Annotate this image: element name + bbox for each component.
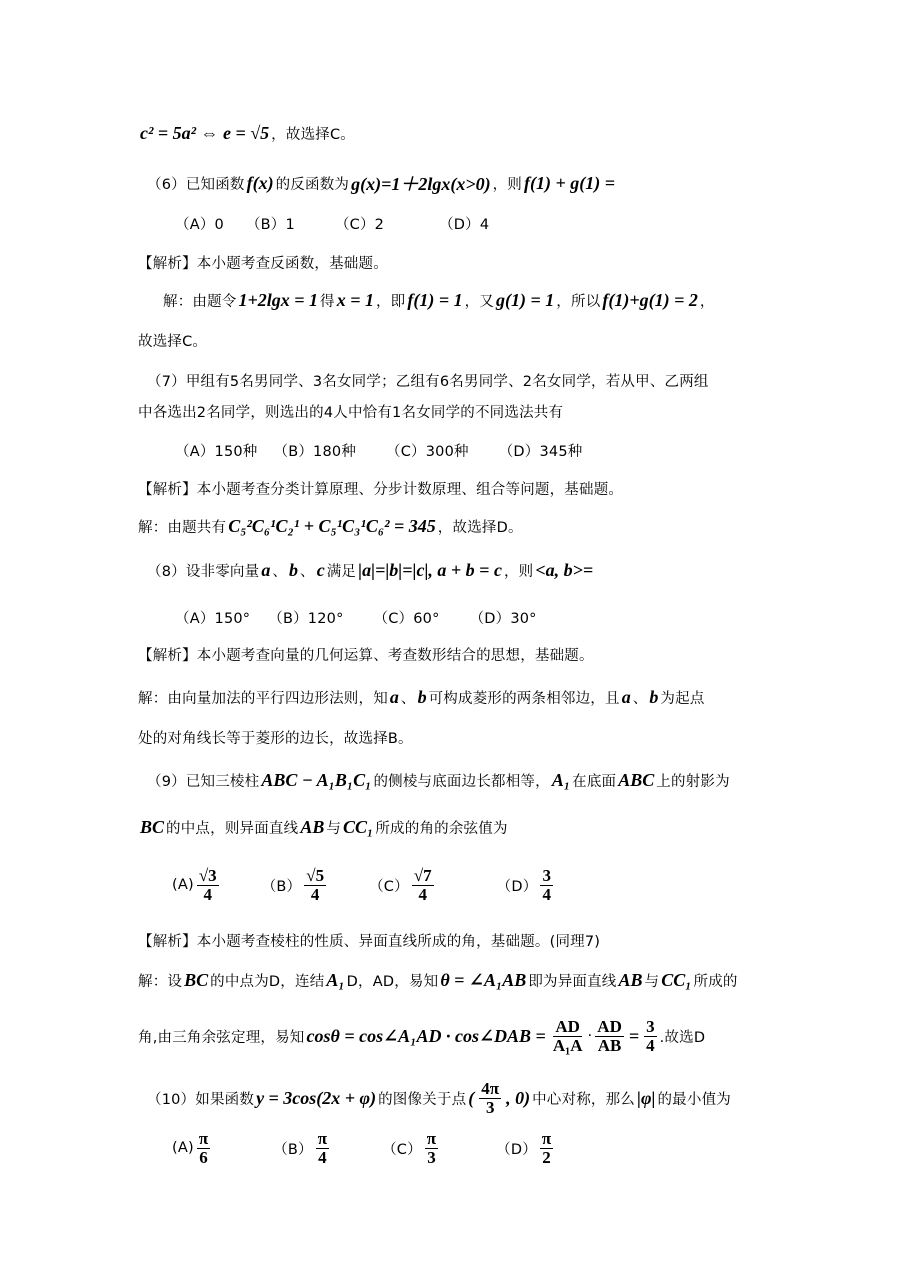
- math-fraction: [197, 867, 219, 904]
- text-run: 、: [300, 563, 315, 580]
- math-fraction: [540, 867, 553, 904]
- math-expression: |φ|: [637, 1087, 656, 1108]
- text-run: （D）4: [439, 216, 490, 233]
- math-expression: y = 3cos(2x + φ): [256, 1087, 377, 1108]
- fraction-denominator: 3: [485, 1097, 495, 1117]
- text-run: 所成的角的余弦值为: [375, 820, 508, 837]
- text-run: 上的射影为: [656, 773, 730, 790]
- text-run: 得: [320, 293, 335, 310]
- fraction-numerator: √7: [413, 865, 432, 885]
- text-run: 与: [326, 820, 342, 837]
- text-run: （C）: [369, 878, 409, 895]
- text-run: 解：由题令: [163, 293, 237, 310]
- math-expression: CC₁: [343, 816, 374, 837]
- fraction-numerator: π: [426, 1128, 437, 1148]
- math-expression: A₁: [551, 769, 571, 790]
- text-run: （8）设非零向量: [147, 563, 260, 580]
- text-run: .故选D: [659, 1029, 706, 1046]
- math-fraction: [479, 1080, 501, 1117]
- text-line: [138, 506, 523, 546]
- text-run: （C）60°: [373, 610, 440, 627]
- text-run: 故选择C。: [138, 333, 208, 350]
- math-fraction: [197, 1130, 210, 1167]
- math-expression: a: [261, 559, 271, 580]
- text-line: [138, 960, 738, 1000]
- math-expression: b: [289, 559, 299, 580]
- text-line: [172, 865, 556, 905]
- text-line: [138, 920, 600, 960]
- text-run: ，则: [492, 176, 523, 193]
- text-run: ，故选择C。: [271, 126, 355, 143]
- text-run: 、: [632, 690, 648, 707]
- math-fraction: [644, 1018, 657, 1055]
- math-expression: ABC − A₁B₁C₁: [261, 769, 372, 790]
- math-expression: g(1) = 1: [496, 289, 555, 310]
- text-run: D，AD，易知: [346, 973, 439, 990]
- math-expression: BC: [184, 969, 209, 990]
- math-expression: a: [621, 686, 631, 707]
- math-expression: 1+2lgx = 1: [238, 289, 319, 310]
- math-expression: f(1) + g(1) =: [524, 172, 615, 193]
- text-line: [138, 677, 705, 717]
- math-expression: c: [316, 559, 325, 580]
- text-line: [138, 634, 594, 674]
- text-run: 【解析】本小题考查棱柱的性质、异面直线所成的角，基础题。(同理7): [138, 933, 601, 950]
- fraction-numerator: 3: [542, 865, 551, 885]
- text-run: （6）已知函数: [147, 176, 245, 193]
- fraction-numerator: AD: [597, 1016, 622, 1036]
- math-expression: CC₁: [661, 969, 692, 990]
- text-run: 可构成菱形的两条相邻边，且: [428, 690, 620, 707]
- fraction-numerator: π: [198, 1128, 209, 1148]
- text-line: [138, 391, 563, 431]
- math-expression: c² = 5a² ⇔ e = √5: [140, 122, 270, 143]
- text-run: ，又: [464, 293, 495, 310]
- text-run: 解：由题共有: [138, 519, 227, 536]
- fraction-denominator: 4: [203, 884, 213, 904]
- text-run: 、: [400, 690, 416, 707]
- text-run: 的图像关于点: [378, 1091, 467, 1108]
- text-line: [138, 113, 355, 153]
- text-line: [138, 717, 413, 757]
- text-run: 解：由向量加法的平行四边形法则，知: [138, 690, 388, 707]
- text-run: （C）2: [334, 216, 385, 233]
- text-line: [147, 163, 617, 203]
- text-line: [147, 1078, 731, 1118]
- math-fraction: [425, 1130, 438, 1167]
- text-run: （B）: [261, 878, 302, 895]
- text-run: 解：设: [138, 973, 183, 990]
- text-line: [163, 280, 715, 320]
- math-expression: f(1)+g(1) = 2: [602, 289, 698, 310]
- fraction-numerator: π: [541, 1128, 552, 1148]
- text-run: (A): [172, 877, 194, 893]
- math-fraction: [412, 867, 434, 904]
- text-run: ，: [699, 293, 715, 310]
- text-run: 角,由三角余弦定理，易知: [138, 1029, 305, 1046]
- text-line: [138, 320, 207, 360]
- math-fraction: [595, 1018, 624, 1055]
- fraction-denominator: 2: [542, 1147, 551, 1167]
- fraction-numerator: 4π: [481, 1078, 500, 1098]
- math-expression: g(x)=1＋2lgx(x>0): [351, 174, 491, 194]
- text-run: 的侧棱与底面边长都相等，: [373, 773, 550, 790]
- text-run: （A）150°: [175, 610, 251, 627]
- text-run: 【解析】本小题考查反函数，基础题。: [138, 255, 388, 272]
- text-run: 处的对角线长等于菱形的边长，故选择B。: [138, 730, 413, 747]
- text-run: 【解析】本小题考查分类计算原理、分步计数原理、组合等问题，基础题。: [138, 481, 624, 498]
- math-expression: cosθ = cos∠A₁AD · cos∠DAB =: [306, 1025, 546, 1046]
- math-expression: <a, b>=: [535, 559, 594, 580]
- text-run: ·: [587, 1028, 593, 1044]
- math-expression: (: [468, 1087, 475, 1108]
- text-line: [138, 242, 388, 282]
- fraction-denominator: 4: [542, 884, 551, 904]
- text-run: （B）: [273, 1141, 313, 1158]
- text-line: [147, 760, 730, 800]
- text-run: 的最小值为: [657, 1091, 731, 1108]
- math-fraction: [540, 1130, 553, 1167]
- text-run: 即为异面直线: [528, 973, 617, 990]
- fraction-numerator: √3: [198, 865, 217, 885]
- fraction-numerator: √5: [306, 865, 325, 885]
- fraction-denominator: 4: [646, 1035, 655, 1055]
- math-expression: C₅²C₆¹C₂¹ + C₅¹C₃¹C₆² = 345: [228, 515, 436, 536]
- fraction-denominator: AB: [597, 1035, 622, 1055]
- text-run: （10）如果函数: [147, 1091, 255, 1108]
- text-run: （A）150种: [175, 443, 258, 460]
- math-fraction: [551, 1018, 585, 1055]
- math-expression: BC: [140, 816, 165, 837]
- text-run: 的中点为D，连结: [210, 973, 325, 990]
- fraction-denominator: 4: [310, 884, 320, 904]
- math-expression: |a|=|b|=|c|, a + b = c: [358, 559, 502, 580]
- text-run: 为起点: [660, 690, 705, 707]
- math-expression: AB: [618, 969, 643, 990]
- math-expression: ABC: [618, 769, 655, 790]
- math-expression: x = 1: [336, 289, 374, 310]
- fraction-numerator: AD: [555, 1016, 580, 1036]
- text-run: （C）: [382, 1141, 422, 1158]
- text-run: （B）120°: [268, 610, 344, 627]
- text-run: （9）已知三棱柱: [147, 773, 260, 790]
- fraction-numerator: 3: [646, 1016, 655, 1036]
- text-run: (A): [172, 1140, 194, 1156]
- text-run: ，即: [375, 293, 406, 310]
- text-line: [175, 430, 582, 470]
- text-run: 【解析】本小题考查向量的几何运算、考查数形结合的思想，基础题。: [138, 647, 594, 664]
- text-run: 在底面: [572, 773, 617, 790]
- fraction-denominator: 4: [418, 884, 427, 904]
- math-expression: AB: [300, 816, 325, 837]
- text-run: 、: [272, 563, 288, 580]
- text-run: 满足: [326, 563, 357, 580]
- text-run: （D）30°: [469, 610, 537, 627]
- text-line: [172, 1128, 556, 1168]
- text-line: [175, 597, 537, 637]
- math-expression: f(x): [246, 172, 274, 193]
- math-expression: b: [417, 686, 427, 707]
- math-expression: f(1) = 1: [407, 289, 463, 310]
- text-line: [138, 1016, 705, 1056]
- text-run: （D）: [496, 1141, 537, 1158]
- text-run: （A）0: [175, 216, 224, 233]
- text-run: 的中点，则异面直线: [166, 820, 299, 837]
- math-fraction: [316, 1130, 329, 1167]
- text-line: [147, 550, 595, 590]
- text-run: ，所以: [556, 293, 601, 310]
- math-expression: θ = ∠A₁AB: [440, 969, 527, 990]
- text-line: [175, 203, 489, 243]
- text-run: 所成的: [693, 973, 738, 990]
- text-run: 与: [644, 973, 660, 990]
- math-fraction: [304, 867, 326, 904]
- fraction-denominator: A₁A: [552, 1035, 583, 1055]
- fraction-denominator: 4: [318, 1147, 327, 1167]
- text-run: ，则: [503, 563, 534, 580]
- math-expression: b: [649, 686, 659, 707]
- text-run: （D）345种: [498, 443, 583, 460]
- fraction-denominator: 6: [199, 1147, 208, 1167]
- math-expression: =: [628, 1025, 640, 1046]
- text-run: 中各选出2名同学，则选出的4人中恰有1名女同学的不同选法共有: [138, 404, 564, 421]
- fraction-numerator: π: [317, 1128, 328, 1148]
- text-run: （B）180种: [273, 443, 357, 460]
- math-expression: , 0): [506, 1087, 531, 1108]
- fraction-denominator: 3: [427, 1147, 436, 1167]
- math-expression: a: [389, 686, 399, 707]
- text-run: 的反函数为: [275, 176, 350, 193]
- text-run: （C）300种: [386, 443, 469, 460]
- text-run: （D）: [496, 878, 538, 895]
- text-run: （7）甲组有5名男同学、3名女同学；乙组有6名男同学、2名女同学，若从甲、乙两组: [147, 373, 709, 390]
- text-line: [138, 468, 623, 508]
- text-line: [138, 807, 508, 847]
- text-run: 中心对称，那么: [532, 1091, 636, 1108]
- math-expression: A₁: [326, 969, 345, 990]
- text-run: ，故选择D。: [437, 519, 523, 536]
- text-run: （B）1: [245, 216, 295, 233]
